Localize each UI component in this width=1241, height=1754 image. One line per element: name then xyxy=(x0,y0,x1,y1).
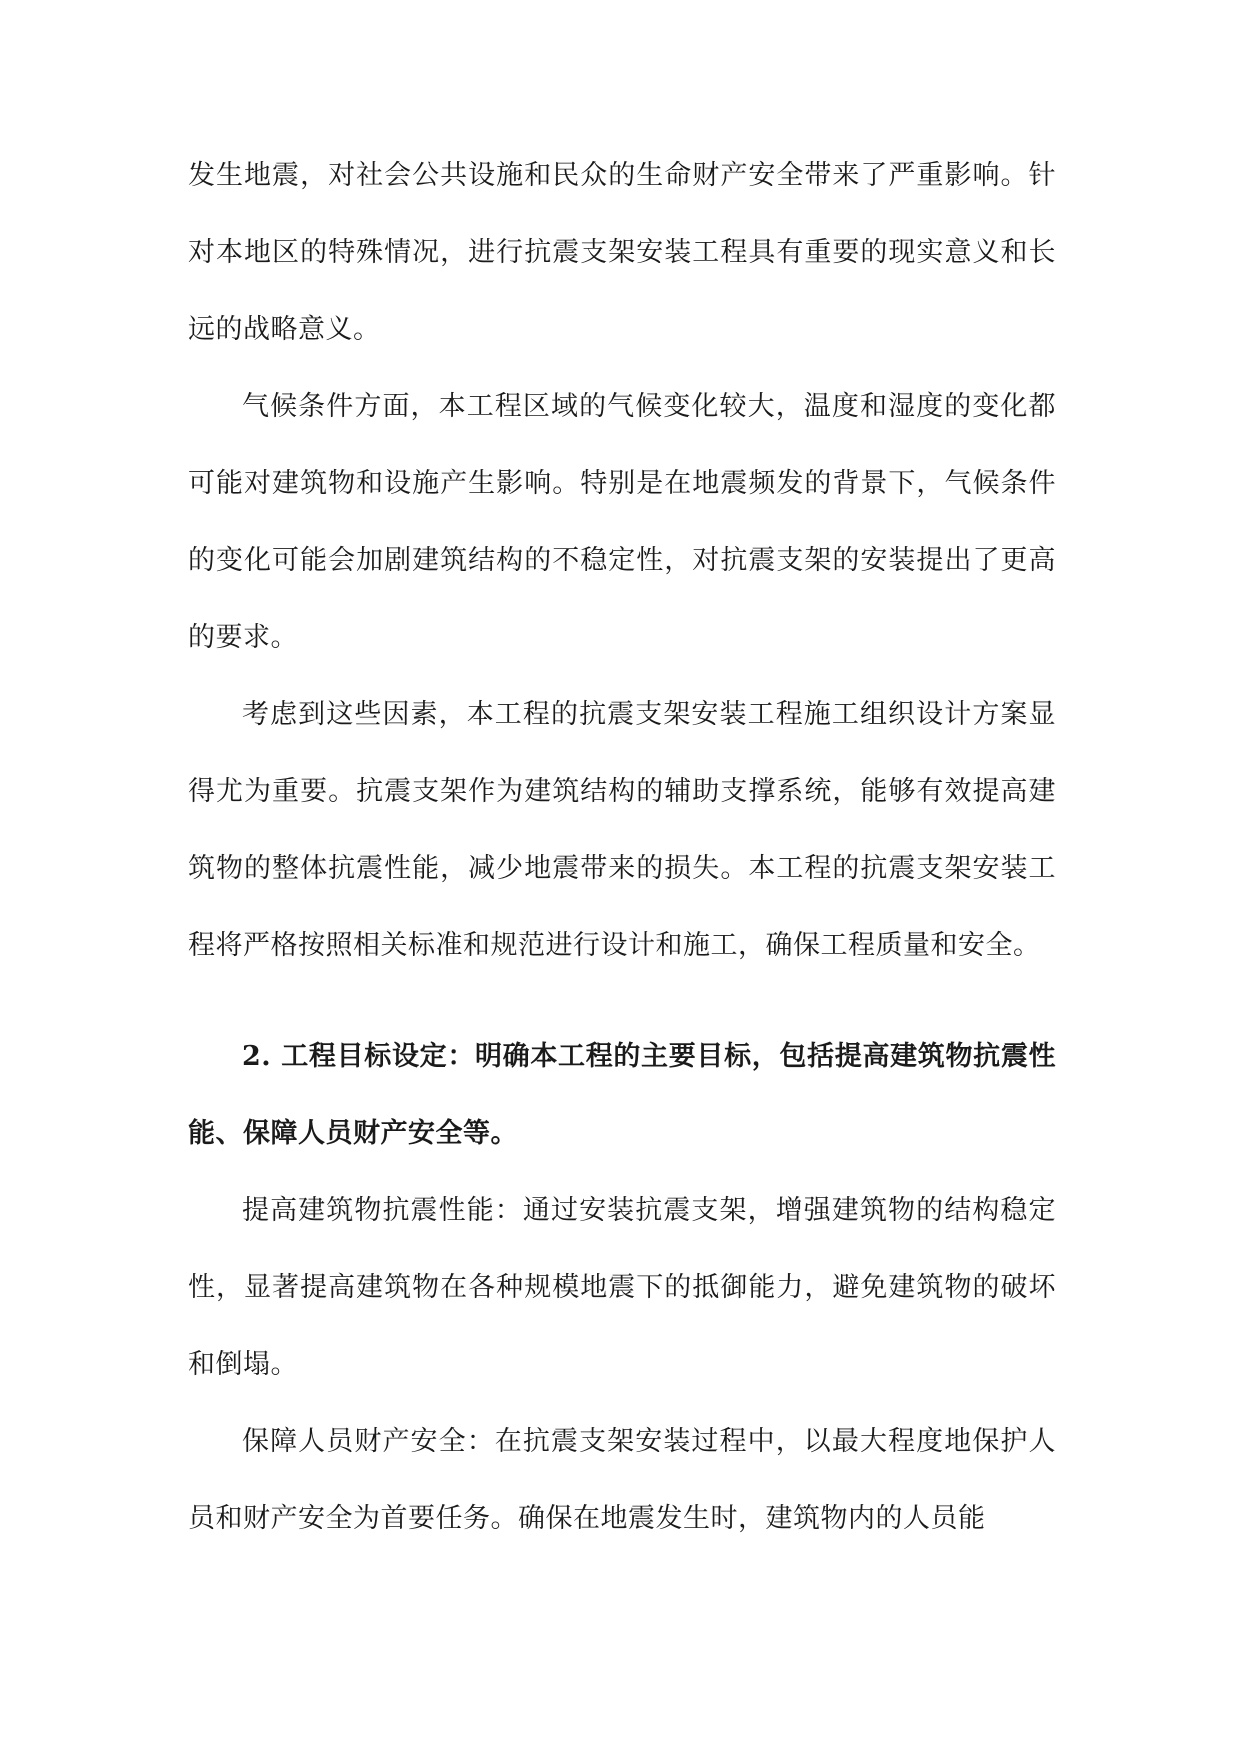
section-heading: 2. 工程目标设定：明确本工程的主要目标，包括提高建筑物抗震性能、保障人员财产安全等。 xyxy=(188,1041,1056,1149)
paragraph-goal-safety: 保障人员财产安全：在抗震支架安装过程中，以最大程度地保护人员和财产安全为首要任务。确保在地震发生时，建筑物内的人员能 xyxy=(188,1426,1056,1534)
paragraph-goal-seismic: 提高建筑物抗震性能：通过安装抗震支架，增强建筑物的结构稳定性，显著提高建筑物在各种规模地震下的抵御能力，避免建筑物的破坏和倒塌。 xyxy=(188,1195,1056,1380)
document-body xyxy=(188,137,1056,1557)
paragraph-continuation: 发生地震，对社会公共设施和民众的生命财产安全带来了严重影响。针对本地区的特殊情况，进行抗震支架安装工程具有重要的现实意义和长远的战略意义。 xyxy=(188,160,1056,345)
paragraph-climate: 气候条件方面，本工程区域的气候变化较大，温度和湿度的变化都可能对建筑物和设施产生影响。特别是在地震频发的背景下，气候条件的变化可能会加剧建筑结构的不稳定性，对抗震支架的安装提出了更高的要求。 xyxy=(188,391,1056,653)
paragraph-importance: 考虑到这些因素，本工程的抗震支架安装工程施工组织设计方案显得尤为重要。抗震支架作为建筑结构的辅助支撑系统，能够有效提高建筑物的整体抗震性能，减少地震带来的损失。本工程的抗震支架安装工程将严格按照相关标准和规范进行设计和施工，确保工程质量和安全。 xyxy=(188,699,1056,961)
